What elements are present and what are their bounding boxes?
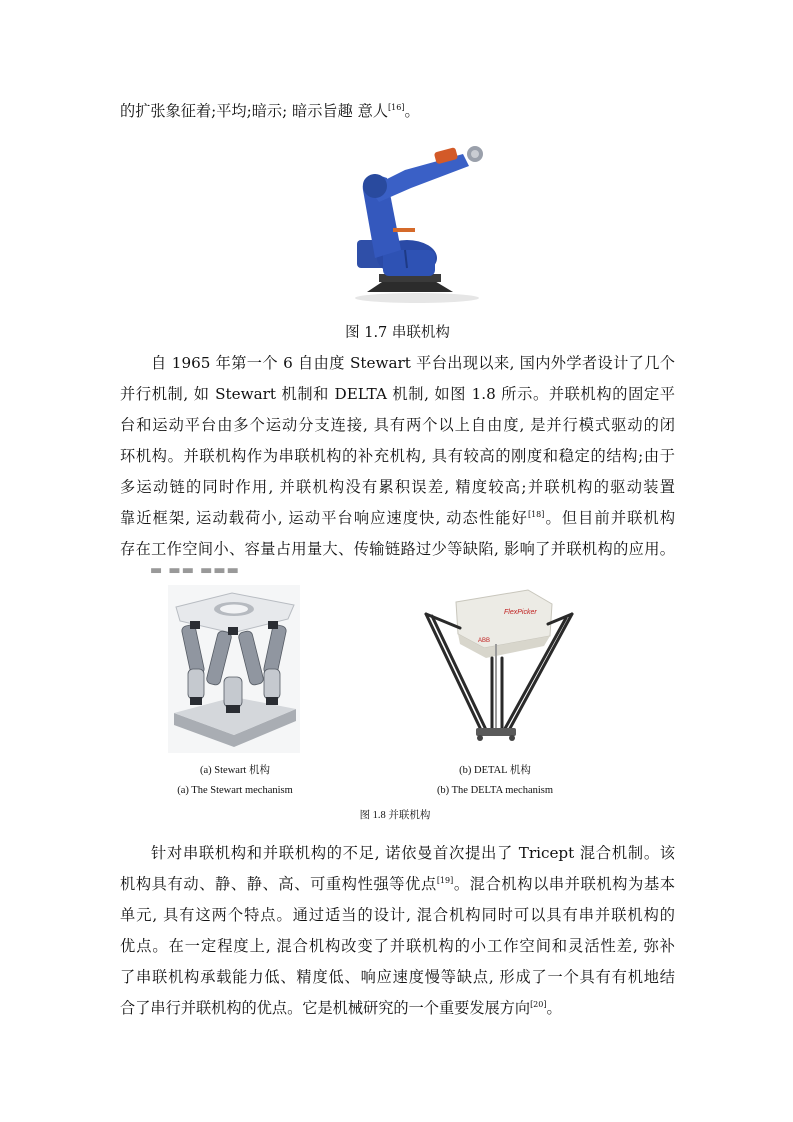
para2-line-6 xyxy=(120,995,675,1021)
citation-18: [18] xyxy=(527,510,545,519)
delta-robot-figure xyxy=(412,584,580,752)
top-line-text: 的扩张象征着;平均;暗示; 暗示旨趣 意人 xyxy=(120,102,389,120)
para1-line-3: 台和运动平台由多个运动分支连接, 具有两个以上自由度, 是并行模式驱动的闭 xyxy=(120,416,675,434)
citation-20: [20] xyxy=(530,1000,547,1009)
para2-line-2-tail: 。混合机构以串并联机构为基本 xyxy=(453,875,676,893)
para1-line-7: 存在工作空间小、容量占用量大、传输链路过少等缺陷, 影响了并联机构的应用。 xyxy=(120,540,675,558)
para1-line-5: 多运动链的同时作用, 并联机构没有累积误差, 精度较高;并联机构的驱动装置 xyxy=(120,478,675,496)
para2-line-5: 了串联机构承载能力低、精度低、响应速度慢等缺点, 形成了一个具有有机地结 xyxy=(120,968,675,986)
abb-label: ABB xyxy=(478,638,491,644)
serial-robot-figure xyxy=(345,140,490,305)
para1-line-1: 自 1965 年第一个 6 自由度 Stewart 平台出现以来, 国内外学者设计了几个 xyxy=(151,354,675,372)
para2-line-4: 优点。在一定程度上, 混合机构改变了并联机构的小工作空间和灵活性差, 弥补 xyxy=(120,937,675,955)
subcaption-a-cn: (a) Stewart 机构 xyxy=(200,765,270,776)
figure-1-7-caption: 图 1.7 串联机构 xyxy=(345,325,450,341)
para2-line-2 xyxy=(120,871,675,897)
para2-line-1: 针对串联机构和并联机构的不足, 诺依曼首次提出了 Tricept 混合机制。该 xyxy=(151,844,675,862)
para1-line-4: 环机构。并联机构作为串联机构的补充机构, 具有较高的刚度和稳定的结构;由于 xyxy=(120,447,675,465)
para2-line-2-text: 机构具有动、静、静、高、可重构性强等优点 xyxy=(120,875,437,893)
top-line xyxy=(120,98,675,124)
subcaption-b-en: (b) The DELTA mechanism xyxy=(436,785,554,796)
para1-line-6-tail: 。但目前并联机构 xyxy=(544,509,676,527)
clipped-text-fragment: ▬ ▬▬ ▬▬▬ xyxy=(150,563,240,578)
para2-line-3: 单元, 具有这两个特点。通过适当的设计, 混合机构同时可以具有串并联机构的 xyxy=(120,906,675,924)
figure-1-8-caption: 图 1.8 并联机构 xyxy=(359,810,431,821)
flexpicker-label: FlexPicker xyxy=(504,609,537,616)
stewart-platform-figure xyxy=(168,585,300,753)
para1-line-2: 并行机制, 如 Stewart 机制和 DELTA 机制, 如图 1.8 所示。并联机构的固定平 xyxy=(120,385,675,403)
subcaption-b-cn: (b) DETAL 机构 xyxy=(459,765,531,776)
para1-line-6 xyxy=(120,505,675,531)
para2-line-6-text: 合了串行并联机构的优点。它是机械研究的一个重要发展方向 xyxy=(120,999,531,1017)
citation-16: [16] xyxy=(388,103,405,112)
citation-19: [19] xyxy=(436,876,454,885)
subcaption-a-en: (a) The Stewart mechanism xyxy=(177,785,293,796)
para1-line-6-text: 靠近框架, 运动载荷小, 运动平台响应速度快, 动态性能好 xyxy=(120,509,528,527)
top-line-end: 。 xyxy=(404,102,420,120)
para2-line-6-tail: 。 xyxy=(546,999,562,1017)
